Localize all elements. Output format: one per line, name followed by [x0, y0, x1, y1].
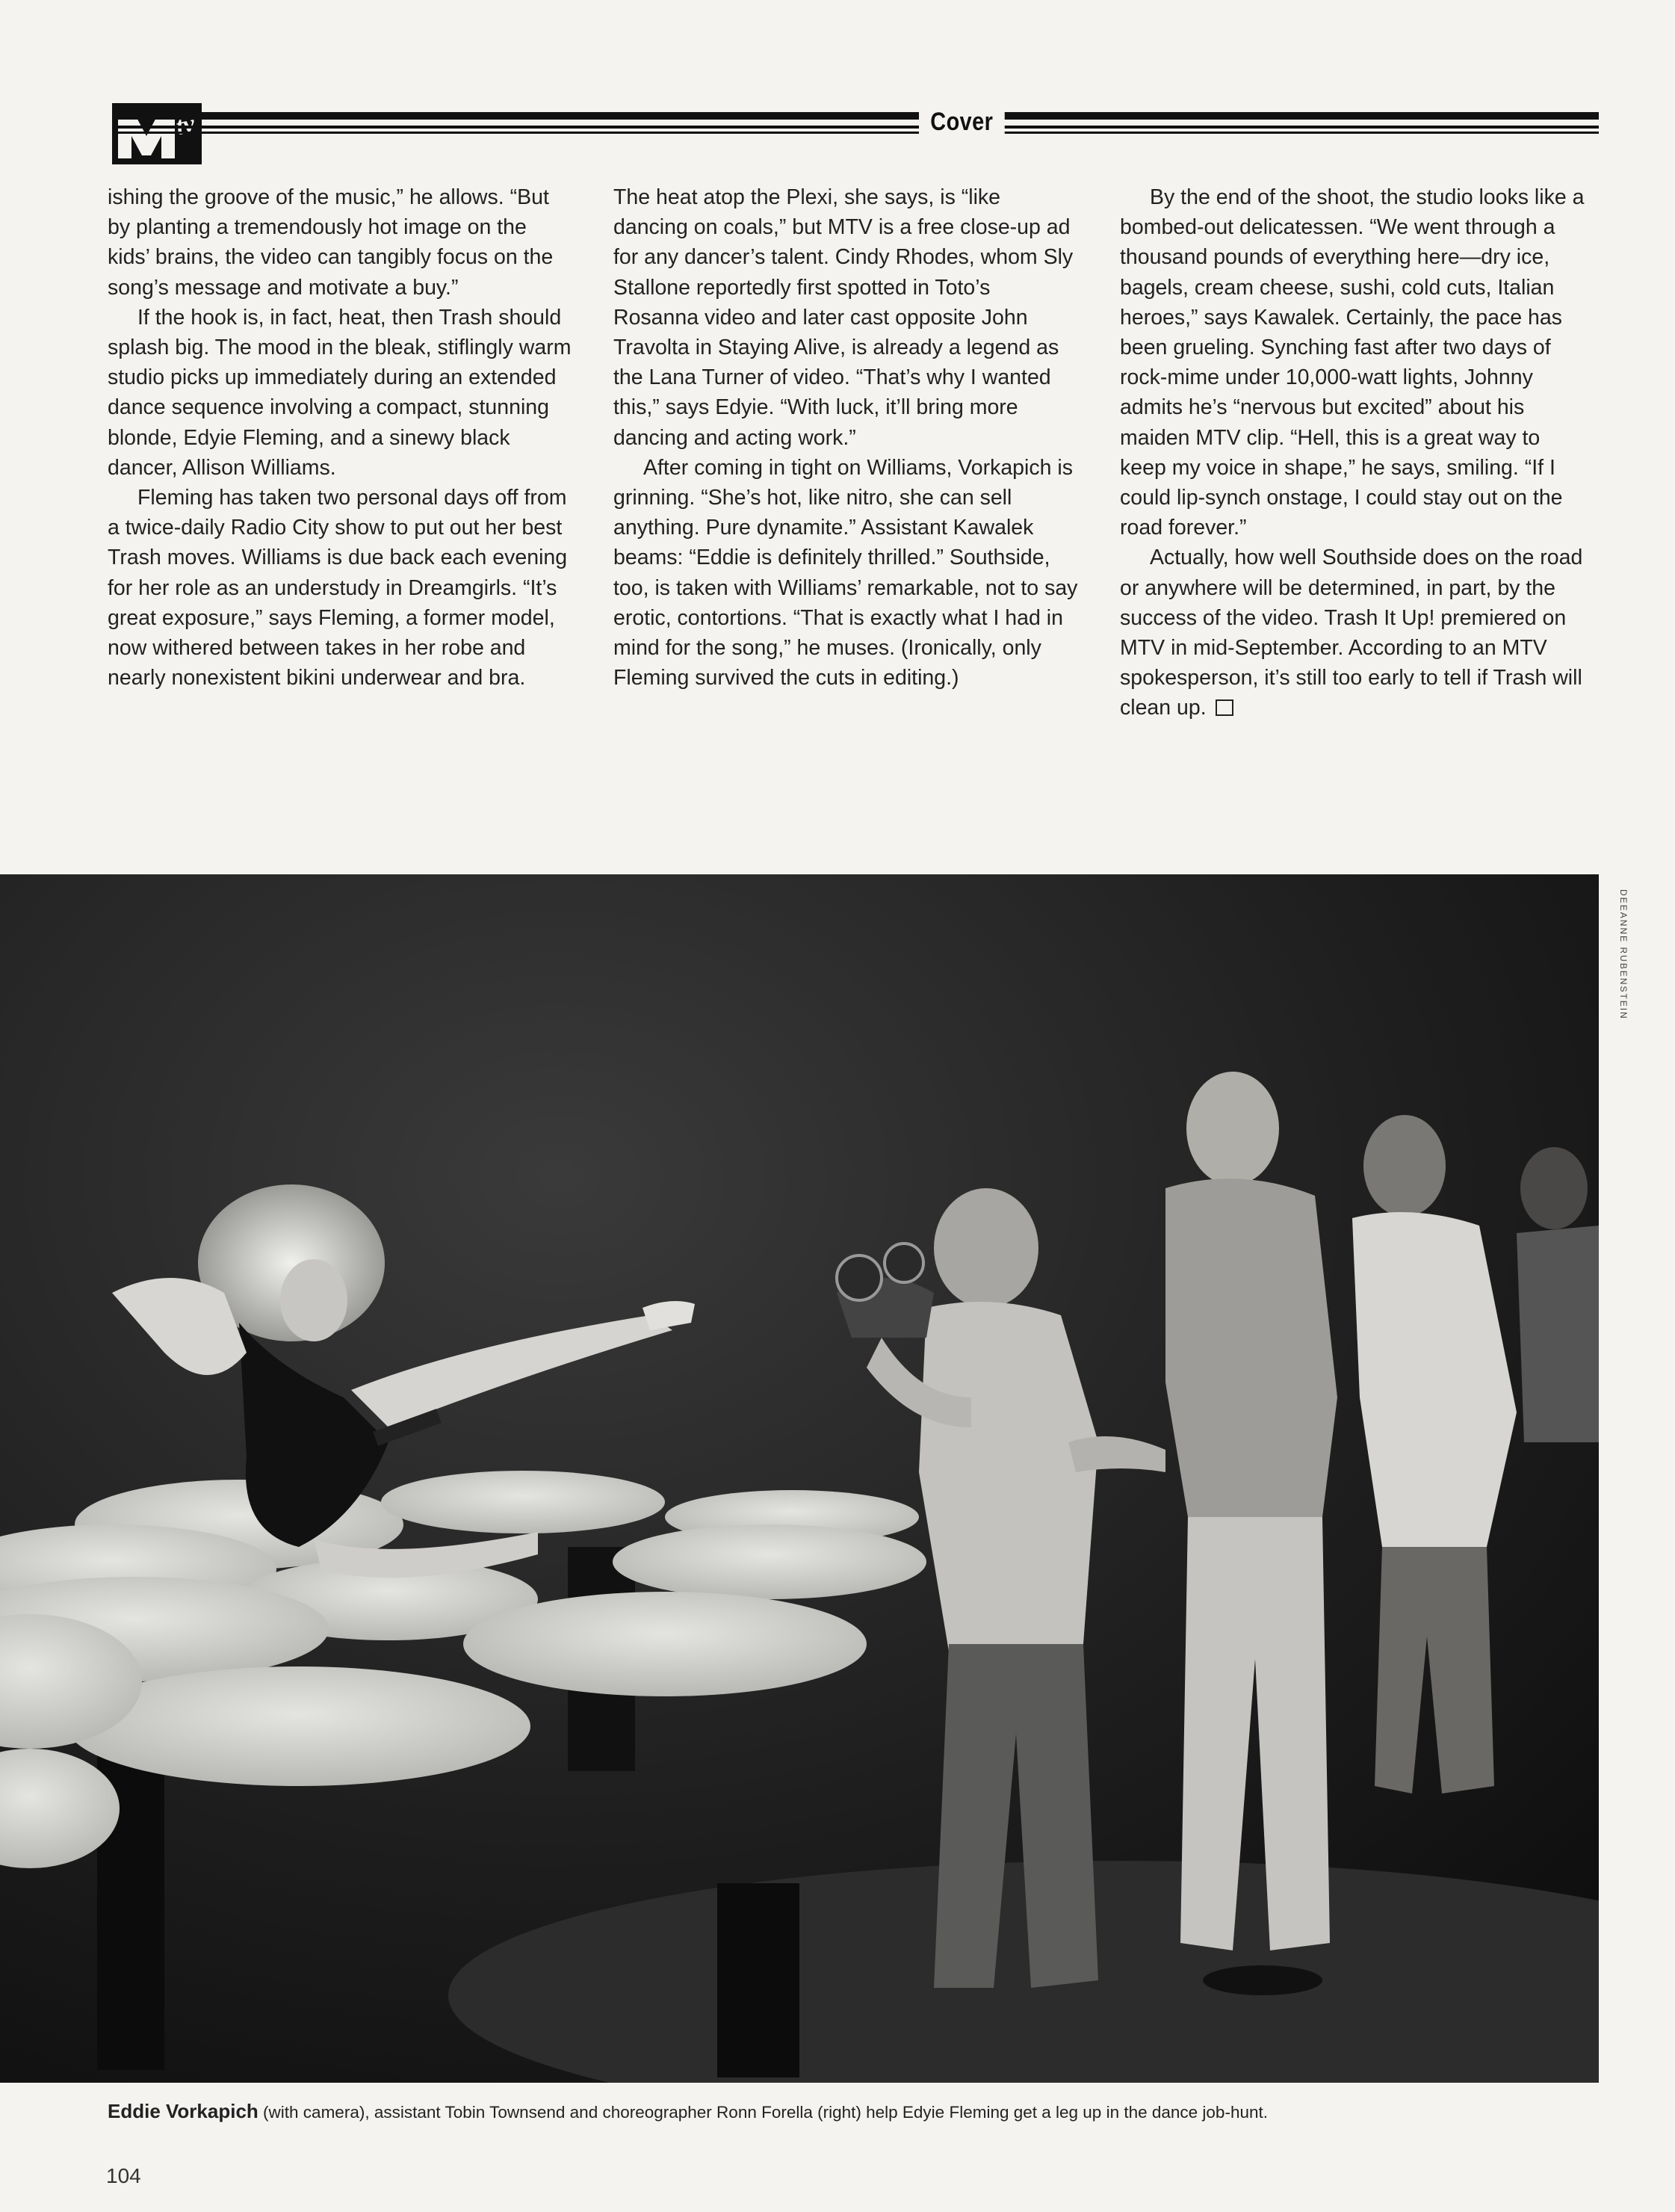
end-mark-icon [1216, 699, 1233, 716]
photo [0, 874, 1599, 2083]
paragraph: If the hook is, in fact, heat, then Trash should splash big. The mood in the bleak, stiflingly warm studio picks up immediately during an extended dance sequence involving a compact, stunning blonde, Edyie Fleming, and a sinewy black dancer, Allison Williams. [108, 305, 572, 480]
article-column-1 [108, 182, 574, 693]
section-label: Cover [919, 108, 1005, 137]
paragraph-text: Actually, how well Southside does on the road or anywhere will be determined, in part, by the success of the video. Trash It Up! premiered on MTV in mid-September. According to an MTV spokesperson, it’s still too early to tell if Trash will clean up. [1120, 546, 1583, 720]
header-rule [112, 108, 1599, 136]
paragraph: Fleming has taken two personal days off from a twice-daily Radio City show to put out her best Trash moves. Williams is due back each evening for her role as an understudy in Dreamgirls. “It’s great exposure,” says Fleming, a former model, now withered between takes in her robe and nearly nonexistent bikini underwear and bra. [108, 486, 568, 691]
photo-caption [108, 2100, 1602, 2123]
paragraph: After coming in tight on Williams, Vorkapich is grinning. “She’s hot, like nitro, she can sell anything. Pure dynamite.” Assistant Kawalek beams: “Eddie is definitely thrilled.” Southside, too, is taken with Williams’ remarkable, not to say erotic, contortions. “That is exactly what I had in mind for the song,” he muses. (Ironically, only Fleming survived the cuts in editing.) [613, 455, 1078, 691]
paragraph: ishing the groove of the music,” he allows. “But by planting a tremendously hot image on the kids’ brains, the video can tangibly focus on the song’s message and motivate a buy.” [108, 185, 554, 300]
paragraph: By the end of the shoot, the studio looks like a bombed-out delicatessen. “We went through a thousand pounds of everything here—dry ice, bagels, cream cheese, sushi, cold cuts, Italian heroes,” says Kawalek. Certainly, the pace has been grueling. Synching fast after two days of rock-mime under 10,000-watt lights, Johnny admits he’s “nervous but excited” about his maiden MTV clip. “Hell, this is a great way to keep my voice in shape,” he says, smiling. “If I could lip-synch onstage, I could stay out on the road forever.” [1120, 185, 1585, 540]
paragraph [1120, 543, 1586, 723]
article-column-3 [1120, 182, 1586, 723]
paragraph: The heat atop the Plexi, she says, is “like dancing on coals,” but MTV is a free close-up ad for any dancer’s talent. Cindy Rhodes, whom Sly Stallone reportedly first spotted in Toto’s Rosanna video and later cast opposite John Travolta in Staying Alive, is already a legend as the Lana Turner of video. “That’s why I wanted this,” says Edyie. “With luck, it’ll bring more dancing and acting work.” [613, 185, 1074, 450]
article-column-2 [613, 182, 1080, 693]
caption-name: Eddie Vorkapich [108, 2100, 258, 2122]
page-number: 104 [106, 2164, 141, 2187]
photo-credit: DEEANNE RUBENSTEIN [1618, 889, 1629, 1020]
caption-text: (with camera), assistant Tobin Townsend and choreographer Ronn Forella (right) help Edyie Fleming get a leg up in the dance job-hunt. [258, 2103, 1268, 2122]
